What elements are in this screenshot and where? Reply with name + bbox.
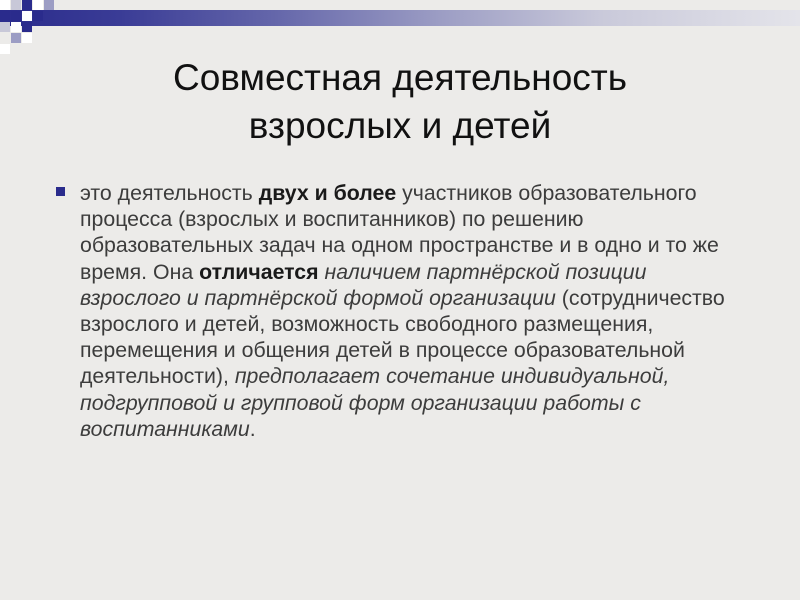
text-italic: предполагает сочетание индивидуальной, подгрупповой и групповой форм организации работы с воспитанниками <box>80 364 670 441</box>
header-gradient-bar <box>0 10 800 26</box>
bullet-item <box>56 180 736 442</box>
decor-square <box>0 22 10 32</box>
text-plain: участников образовательного процесса (взрослых и воспитанников) по решению образовательных задач на одном пространстве и в одно и то же время. Она <box>80 181 719 284</box>
slide-title-line-2: взрослых и детей <box>248 105 552 146</box>
decor-square <box>0 11 10 21</box>
decor-square <box>33 11 43 21</box>
decor-square <box>0 44 10 54</box>
decor-square <box>22 33 32 43</box>
slide-title <box>100 54 700 150</box>
square-bullet-icon <box>56 187 65 196</box>
slide-title-line-1: Совместная деятельность <box>172 57 627 98</box>
text-plain: (сотрудничество взрослого и детей, возможность свободного размещения, перемещения и общения детей в процессе образовательной деятельности), <box>80 285 725 389</box>
decor-square <box>44 0 54 10</box>
decor-square <box>11 0 21 10</box>
decor-square <box>22 11 32 21</box>
text-plain: это деятельность <box>80 181 259 205</box>
text-bold: отличается <box>199 259 319 284</box>
decor-square <box>22 22 32 32</box>
decor-square <box>11 33 21 43</box>
text-bold: двух и более <box>258 181 397 205</box>
decor-square <box>22 0 32 10</box>
decor-square <box>33 0 43 10</box>
decor-square <box>0 0 10 10</box>
decor-square <box>11 22 21 32</box>
bullet-text <box>80 180 736 442</box>
header-decoration <box>0 0 800 52</box>
text-plain: . <box>249 416 256 441</box>
text-italic: наличием партнёрской позиции взрослого и партнёрской формой организации <box>80 259 647 310</box>
decor-square <box>11 11 21 21</box>
